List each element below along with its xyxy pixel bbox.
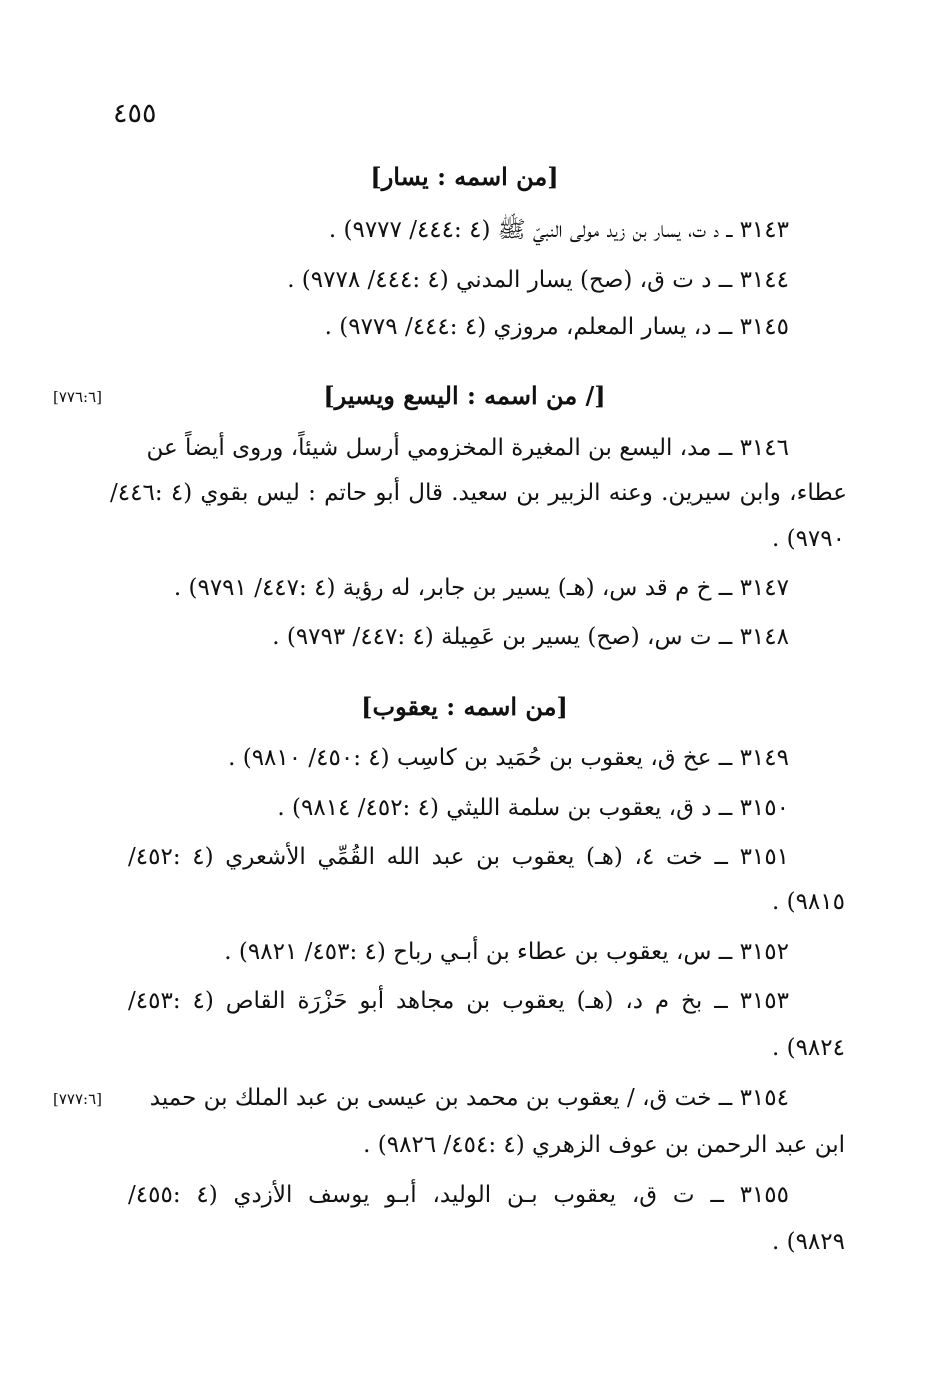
entry-3145: ٣١٤٥ ــ د، يسار المعلم، مروزي (٤ :٤٤٤/ ٩٧٧٩) . [324,314,789,340]
section-heading-yaqub: [من اسمه : يعقوب] [361,692,568,721]
margin-reference-2: [٧٧٧:٦] [53,1090,102,1108]
entry-3148: ٣١٤٨ ــ ت س، (صح) يسير بن عَمِيلة (٤ :٤٤٧/ ٩٧٩٣) . [272,624,789,650]
entry-3155-line2: ٩٨٢٩) . [771,1229,845,1255]
entry-3144: ٣١٤٤ ــ د ت ق، (صح) يسار المدني (٤ :٤٤٤/ ٩٧٧٨) . [287,267,789,293]
entry-3146-line2: عطاء، وابن سيرين. وعنه الزبير بن سعيد. قال أبو حاتم : ليس بقوي (٤ :٤٤٦/ [110,480,848,506]
entry-3147: ٣١٤٧ ــ خ م قد س، (هـ) يسير بن جابر، له رؤية (٤ :٤٤٧/ ٩٧٩١) . [173,575,789,601]
entry-3143: ٣١٤٣ ــ د ت، يسار بن زيد مولى النبيّ ﷺ (٤ :٤٤٤/ ٩٧٧٧) . [328,217,789,243]
entry-3152: ٣١٥٢ ــ س، يعقوب بن عطاء بن أبـي رباح (٤ :٤٥٣/ ٩٨٢١) . [224,939,789,965]
entry-3150: ٣١٥٠ ــ د ق، يعقوب بن سلمة الليثي (٤ :٤٥٢/ ٩٨١٤) . [277,795,789,821]
entry-3155-line1: ٣١٥٥ ــ ت ق، يعقوب بـن الوليد، أبـو يوسف الأزدي (٤ :٤٥٥/ [128,1182,790,1208]
entry-3149: ٣١٤٩ ــ عخ ق، يعقوب بن حُمَيد بن كاسِب (٤ :٤٥٠/ ٩٨١٠) . [228,745,789,771]
section-heading-yasa-yusayr: [/ من اسمه : اليسع ويسير] [323,381,606,410]
entry-3153-line2: ٩٨٢٤) . [771,1035,845,1061]
entry-3151-line1: ٣١٥١ ــ خت ٤، (هـ) يعقوب بن عبد الله القُمِّي الأشعري (٤ :٤٥٢/ [128,844,790,870]
page-number: ٤٥٥ [113,98,157,129]
entry-3151-line2: ٩٨١٥) . [771,889,845,915]
entry-3154-line1: ٣١٥٤ ــ خت ق، / يعقوب بن محمد بن عيسى بن عبد الملك بن حميد [149,1085,789,1111]
section-heading-yasar: [من اسمه : يسار] [370,162,559,191]
entry-3154-line2: ابن عبد الرحمن بن عوف الزهري (٤ :٤٥٤/ ٩٨٢٦) . [363,1132,845,1158]
entry-3153-line1: ٣١٥٣ ــ بخ م د، (هـ) يعقوب بن مجاهد أبو حَزْرَة القاص (٤ :٤٥٣/ [128,988,790,1014]
entry-3146-line1: ٣١٤٦ ــ مد، اليسع بن المغيرة المخزومي أرسل شيئاً، وروى أيضاً عن [146,435,789,461]
margin-reference: [٧٧٦:٦] [53,388,102,406]
entry-3146-line3: ٩٧٩٠) . [771,526,845,552]
